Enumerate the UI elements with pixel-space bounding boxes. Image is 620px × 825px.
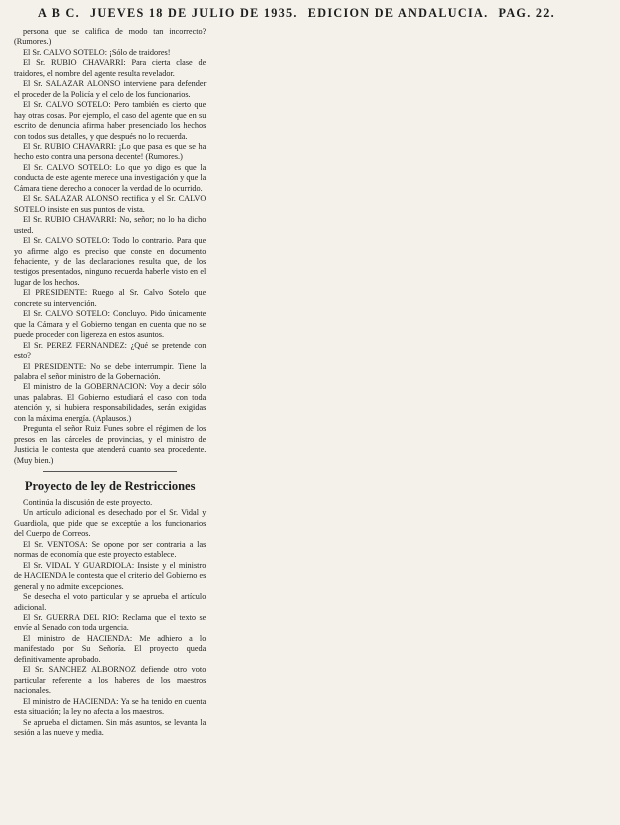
- paragraph: El PRESIDENTE: No se debe interrumpir. Tiene la palabra el señor ministro de la Gobernación.: [14, 361, 207, 381]
- section-paragraph: Un artículo adicional es desechado por el Sr. Vidal y Guardiola, que pide que se exceptúe a los funcionarios del Cuerpo de Correos.: [14, 508, 207, 539]
- section-paragraph: El ministro de HACIENDA: Me adhiero a lo manifestado por Su Señoría. El proyecto queda definitivamente aprobado.: [14, 633, 207, 664]
- paragraph: El Sr. CALVO SOTELO: Concluyo. Pido únicamente que la Cámara y el Gobierno tengan en cuenta que no se puede proceder con ligereza en estos asuntos.: [14, 309, 207, 340]
- paragraph: El Sr. CALVO SOTELO: Lo que yo digo es que la conducta de este agente merece una investigación y que la Cámara tiene derecho a conocer la verdad de lo ocurrido.: [14, 162, 207, 193]
- section-paragraph: El Sr. VENTOSA: Se opone por ser contraria a las normas de economía que este proyecto establece.: [14, 539, 207, 560]
- edition-name: EDICION DE ANDALUCIA.: [307, 6, 489, 20]
- paragraph: El Sr. RUBIO CHAVARRI: No, señor; no lo ha dicho usted.: [14, 215, 207, 235]
- paragraph: El Sr. CALVO SOTELO: Pero también es cierto que hay otras cosas. Por ejemplo, el caso del agente que en su escrito de denuncia afirma haber presenciado los hechos con todos sus detalles, y que después no lo recuerda.: [14, 100, 207, 141]
- section-divider: [43, 471, 178, 472]
- section-paragraph: Continúa la discusión de este proyecto.: [23, 498, 153, 508]
- section-paragraph: El Sr. GUERRA DEL RIO: Reclama que el texto se envíe al Senado con toda urgencia.: [14, 613, 207, 633]
- article-columns: [14, 27, 611, 825]
- paragraph: El Sr. RUBIO CHAVARRI: ¡Lo que pasa es que se ha hecho esto contra una persona decente! (Rumores.): [14, 141, 207, 162]
- paragraph: El Sr. SALAZAR ALONSO rectifica y el Sr. CALVO SOTELO insiste en sus puntos de vista.: [14, 194, 207, 214]
- section-title: Proyecto de ley de Restricciones: [24, 479, 196, 494]
- section-paragraph: Se desecha el voto particular y se aprueba el artículo adicional.: [14, 592, 207, 612]
- paragraph: El Sr. RUBIO CHAVARRI: Para cierta clase de traidores, el nombre del agente resulta revelador.: [14, 58, 207, 78]
- paragraph: El Sr. CALVO SOTELO: Todo lo contrario. Para que yo afirme algo es preciso que conste en documento fehaciente, y de las declaraciones resulta que, de los testigos presentados, ninguno recuerda haberle visto en el lugar de los hechos.: [14, 236, 207, 287]
- paragraph: El Sr. PEREZ FERNANDEZ: ¿Qué se pretende con esto?: [14, 340, 207, 361]
- section-paragraph: El Sr. SANCHEZ ALBORNOZ defiende otro voto particular referente a los haberes de los maestros nacionales.: [14, 665, 207, 696]
- paragraph: El Sr. CALVO SOTELO: ¡Sólo de traidores!: [23, 47, 171, 57]
- paragraph: El ministro de la GOBERNACION: Voy a decir sólo unas palabras. El Gobierno estudiará el caso con toda atención y, si hubiera responsabilidades, serán exigidas con la máxima energía. (Aplausos.): [14, 382, 207, 423]
- paragraph: persona que se califica de modo tan incorrecto? (Rumores.): [14, 27, 207, 47]
- section-paragraph: El ministro de HACIENDA: Ya se ha tenido en cuenta esta situación; la ley no afecta a los maestros.: [14, 696, 207, 717]
- paragraph: El PRESIDENTE: Ruego al Sr. Calvo Sotelo que concrete su intervención.: [14, 288, 207, 308]
- page-number: PAG. 22.: [498, 6, 556, 20]
- paragraph: Pregunta el señor Ruiz Funes sobre el régimen de los presos en las cárceles de provincias, y el ministro de Justicia le contesta que atenderá cuanto sea procedente. (Muy bien.): [14, 424, 207, 465]
- section-paragraph: El Sr. VIDAL Y GUARDIOLA: Insiste y el ministro de HACIENDA le contesta que el criterio del Gobierno es general y no admite excepciones.: [14, 560, 207, 591]
- paragraph: El Sr. SALAZAR ALONSO interviene para defender el proceder de la Policía y el celo de los funcionarios.: [14, 79, 207, 99]
- header-date: JUEVES 18 DE JULIO DE 1935.: [90, 6, 298, 20]
- page-header: [14, 6, 611, 21]
- section-paragraph: Se aprueba el dictamen. Sin más asuntos, se levanta la sesión a las nueve y media.: [14, 717, 207, 737]
- newspaper-name: A B C.: [38, 6, 80, 20]
